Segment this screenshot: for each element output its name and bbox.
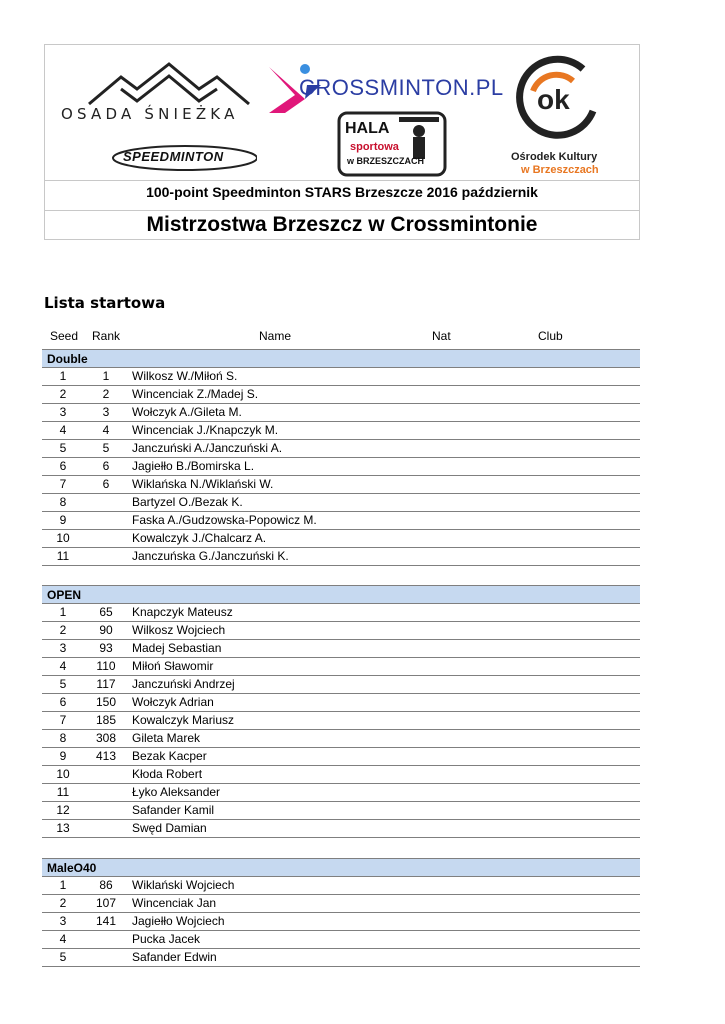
hala-text-place: w BRZESZCZACH <box>347 156 424 166</box>
column-header-rank: Rank <box>92 329 121 343</box>
seed-cell: 1 <box>59 369 67 383</box>
osada-sniezka-text: OSADA ŚNIEŻKA <box>61 105 239 123</box>
name-cell: Janczuński Andrzej <box>132 677 235 691</box>
seed-cell: 9 <box>59 749 67 763</box>
table-row <box>42 621 640 639</box>
name-cell: Wincenciak Jan <box>132 896 217 910</box>
table-row <box>42 912 640 930</box>
seed-cell: 7 <box>59 477 67 491</box>
speedminton-text: SPEEDMINTON <box>123 149 224 164</box>
group-header: Double <box>42 349 640 367</box>
seed-cell: 3 <box>59 914 67 928</box>
seed-cell: 1 <box>59 605 67 619</box>
section-title: Lista startowa <box>44 294 166 312</box>
rank-cell: 117 <box>96 677 116 691</box>
page-title: Mistrzostwa Brzeszcz w Crossmintonie <box>146 213 538 236</box>
seed-cell: 11 <box>56 549 70 563</box>
name-cell: Madej Sebastian <box>132 641 222 655</box>
seed-cell: 13 <box>56 821 70 835</box>
rank-cell: 1 <box>102 369 110 383</box>
name-cell: Janczuński A./Janczuński A. <box>132 441 283 455</box>
name-cell: Jagiełło B./Bomirska L. <box>132 459 255 473</box>
rank-cell: 107 <box>95 896 117 910</box>
table-row <box>42 639 640 657</box>
table-row <box>42 657 640 675</box>
group-header: OPEN <box>42 585 640 603</box>
seed-cell: 7 <box>59 713 67 727</box>
seed-cell: 6 <box>59 695 67 709</box>
seed-cell: 3 <box>59 405 67 419</box>
table-row <box>42 711 640 729</box>
rank-cell: 150 <box>95 695 117 709</box>
table-row <box>42 693 640 711</box>
table-row <box>42 385 640 403</box>
table-row <box>42 511 640 529</box>
seed-cell: 11 <box>56 785 70 799</box>
rank-cell: 93 <box>99 641 113 655</box>
seed-cell: 6 <box>59 459 67 473</box>
group-maleo40 <box>42 858 640 967</box>
table-row <box>42 675 640 693</box>
name-cell: Pucka Jacek <box>132 932 201 946</box>
name-cell: Miłoń Sławomir <box>132 659 214 673</box>
table-row <box>42 783 640 801</box>
rank-cell: 5 <box>102 441 110 455</box>
table-row <box>42 367 640 385</box>
tournament-subtitle: 100-point Speedminton STARS Brzeszcze 2016 październik <box>146 184 538 200</box>
name-cell: Wincenciak Z./Madej S. <box>132 387 259 401</box>
name-cell: Wiklański Wojciech <box>132 878 235 892</box>
seed-cell: 2 <box>59 896 67 910</box>
table-row <box>42 421 640 439</box>
table-row <box>42 765 640 783</box>
seed-cell: 5 <box>59 677 67 691</box>
name-cell: Safander Kamil <box>132 803 215 817</box>
rank-cell: 6 <box>102 477 110 491</box>
name-cell: Knapczyk Mateusz <box>132 605 233 619</box>
name-cell: Bartyzel O./Bezak K. <box>132 495 243 509</box>
seed-cell: 5 <box>59 441 67 455</box>
rank-cell: 90 <box>99 623 113 637</box>
table-row <box>42 529 640 547</box>
seed-cell: 10 <box>56 767 70 781</box>
name-cell: Wiklańska N./Wiklański W. <box>132 477 274 491</box>
rank-cell: 185 <box>95 713 117 727</box>
seed-cell: 2 <box>59 387 67 401</box>
seed-cell: 4 <box>59 423 67 437</box>
name-cell: Safander Edwin <box>132 950 217 964</box>
name-cell: Gileta Marek <box>132 731 201 745</box>
table-row <box>42 819 640 838</box>
hala-text-main: HALA <box>345 120 390 137</box>
table-row <box>42 729 640 747</box>
name-cell: Kowalczyk J./Chalcarz A. <box>132 531 267 545</box>
ok-mark-text: ok <box>537 84 570 115</box>
name-cell: Kłoda Robert <box>132 767 203 781</box>
name-cell: Faska A./Gudzowska-Popowicz M. <box>132 513 317 527</box>
group-double <box>42 349 640 566</box>
group-open <box>42 585 640 838</box>
table-row <box>42 457 640 475</box>
ok-text-line2: w Brzeszczach <box>521 164 599 176</box>
seed-cell: 8 <box>59 731 67 745</box>
table-row <box>42 439 640 457</box>
seed-cell: 2 <box>59 623 67 637</box>
rank-cell: 3 <box>102 405 110 419</box>
table-row <box>42 547 640 566</box>
header-divider <box>45 180 639 181</box>
rank-cell: 4 <box>102 423 110 437</box>
seed-cell: 9 <box>59 513 67 527</box>
ok-text-line1: Ośrodek Kultury <box>511 151 598 163</box>
table-row <box>42 894 640 912</box>
sponsor-logos <box>45 45 639 181</box>
name-cell: Wilkosz Wojciech <box>132 623 226 637</box>
name-cell: Wilkosz W./Miłoń S. <box>132 369 238 383</box>
hala-text-sub: sportowa <box>350 141 399 153</box>
column-header-club: Club <box>538 329 563 343</box>
seed-cell: 4 <box>59 659 67 673</box>
name-cell: Kowalczyk Mariusz <box>132 713 235 727</box>
seed-cell: 8 <box>59 495 67 509</box>
seed-cell: 1 <box>59 878 67 892</box>
table-row <box>42 747 640 765</box>
table-row <box>42 475 640 493</box>
table-row <box>42 801 640 819</box>
seed-cell: 12 <box>56 803 70 817</box>
rank-cell: 6 <box>102 459 110 473</box>
table-row <box>42 930 640 948</box>
name-cell: Janczuńska G./Janczuński K. <box>132 549 289 563</box>
name-cell: Bezak Kacper <box>132 749 207 763</box>
rank-cell: 141 <box>95 914 117 928</box>
crossminton-text: CROSSMINTON.PL <box>299 75 504 100</box>
name-cell: Swęd Damian <box>132 821 207 835</box>
name-cell: Wołczyk Adrian <box>132 695 214 709</box>
column-header-nat: Nat <box>432 329 451 343</box>
name-cell: Łyko Aleksander <box>132 785 221 799</box>
table-row <box>42 403 640 421</box>
table-row <box>42 948 640 967</box>
name-cell: Jagiełło Wojciech <box>132 914 225 928</box>
seed-cell: 4 <box>59 932 67 946</box>
table-row <box>42 493 640 511</box>
header-divider <box>45 210 639 211</box>
rank-cell: 2 <box>102 387 110 401</box>
rank-cell: 65 <box>99 605 113 619</box>
rank-cell: 110 <box>96 659 116 673</box>
rank-cell: 413 <box>95 749 117 763</box>
header-box <box>44 44 640 240</box>
rank-cell: 86 <box>99 878 113 892</box>
rank-cell: 308 <box>95 731 117 745</box>
osrodek-kultury-logo <box>513 51 603 141</box>
seed-cell: 3 <box>59 641 67 655</box>
column-header-seed: Seed <box>50 329 79 343</box>
osada-sniezka-logo <box>59 59 259 139</box>
table-row <box>42 876 640 894</box>
seed-cell: 5 <box>59 950 67 964</box>
column-header-name: Name <box>259 329 292 343</box>
group-header: MaleO40 <box>42 858 640 876</box>
seed-cell: 10 <box>56 531 70 545</box>
name-cell: Wincenciak J./Knapczyk M. <box>132 423 279 437</box>
name-cell: Wołczyk A./Gileta M. <box>132 405 242 419</box>
table-row <box>42 603 640 621</box>
